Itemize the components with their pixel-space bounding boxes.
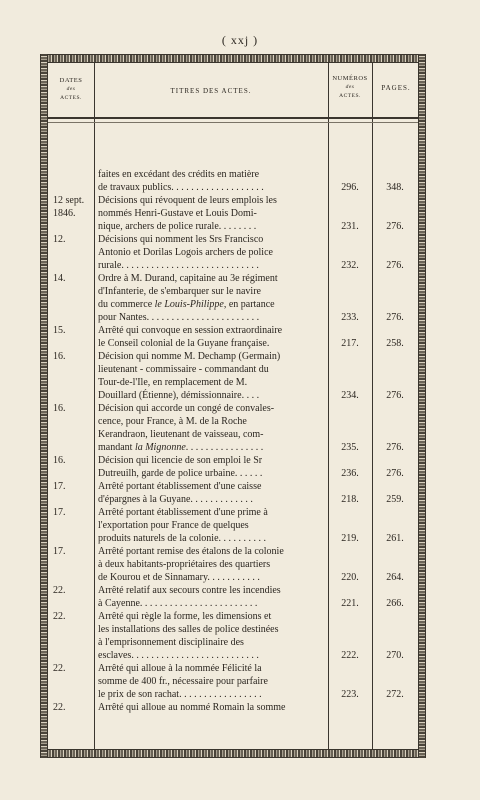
row-date [53, 480, 93, 493]
row-date-text: 17. [53, 507, 66, 518]
row-act-number: 231. [341, 221, 359, 232]
row-title [98, 324, 326, 350]
row-page-number: 276. [386, 390, 404, 401]
row-date [53, 701, 93, 714]
table-row [40, 584, 426, 610]
table-row [40, 662, 426, 701]
row-date-text: 22. [53, 702, 66, 713]
row-act-number: 217. [341, 338, 359, 349]
row-title-line: Arrêté qui convoque en session extraordinaire [98, 325, 283, 336]
row-title-line: pour Nantes. . . . . . . . . . . . . . . . . . . . . . . [98, 312, 260, 323]
row-date-year: 1846. [53, 208, 76, 219]
row-date-text: 16. [53, 351, 66, 362]
row-title-line: cence, pour France, à M. de la Roche [98, 416, 247, 427]
row-page-number: 264. [386, 572, 404, 583]
row-page-number: 266. [386, 598, 404, 609]
header-dates-des: des [66, 86, 76, 92]
row-date-text: 16. [53, 455, 66, 466]
row-title-line: à Cayenne. . . . . . . . . . . . . . . . . . . . . . . . [98, 598, 258, 609]
row-date [53, 402, 93, 415]
row-act-number: 233. [341, 312, 359, 323]
row-title-line: esclaves. . . . . . . . . . . . . . . . . . . . . . . . . . [98, 650, 259, 661]
table-row [40, 233, 426, 272]
top-border [40, 54, 426, 63]
row-page-number: 259. [386, 494, 404, 505]
row-act-number: 218. [341, 494, 359, 505]
table-body [40, 168, 426, 714]
row-date [53, 545, 93, 558]
row-title-line: à deux habitants-propriétaires des quartiers [98, 559, 271, 570]
header-rule [48, 122, 418, 123]
table-row [40, 168, 426, 194]
row-title-line: Antonio et Dorilas Logois archers de police [98, 247, 273, 258]
row-title-line: Arrêté qui règle la forme, les dimensions et [98, 611, 272, 622]
row-title-line: Tour-de-l'Ile, en remplacement de M. [98, 377, 248, 388]
row-title [98, 194, 326, 233]
table-row [40, 194, 426, 233]
row-act-number: 236. [341, 468, 359, 479]
row-title-line: Décisions qui révoquent de leurs emplois les [98, 195, 277, 206]
row-title-line: Décision qui nomme M. Dechamp (Germain) [98, 351, 281, 362]
row-title [98, 272, 326, 324]
row-date [53, 272, 93, 285]
row-title-line: Arrêté qui alloue au nommé Romain la somme [98, 702, 286, 713]
header-numeros [330, 74, 370, 101]
row-title-line: Arrêté portant établissement d'une caisse [98, 481, 262, 492]
table-row [40, 480, 426, 506]
row-date [53, 610, 93, 623]
ship-name: le Louis-Philippe [154, 299, 224, 310]
row-title-line: rurale. . . . . . . . . . . . . . . . . . . . . . . . . . . . [98, 260, 259, 271]
bottom-border [40, 749, 426, 758]
row-title-line: nommés Henri-Gustave et Louis Domi- [98, 208, 257, 219]
row-title-line: de Kourou et de Sinnamary. . . . . . . . . . . [98, 572, 260, 583]
table-row [40, 272, 426, 324]
row-title [98, 662, 326, 701]
header-dates-actes: ACTES. [60, 95, 82, 101]
row-title [98, 701, 326, 714]
row-title-line: d'Infanterie, de s'embarquer sur le navire [98, 286, 261, 297]
row-page-number: 348. [386, 182, 404, 193]
row-title-line: faites en excédant des crédits en matière [98, 169, 260, 180]
row-act-number: 222. [341, 650, 359, 661]
row-page-number: 276. [386, 221, 404, 232]
row-date-text: 12 sept. [53, 195, 85, 206]
row-title-line: le prix de son rachat. . . . . . . . . . . . . . . . . [98, 689, 262, 700]
row-act-number: 223. [341, 689, 359, 700]
row-title [98, 350, 326, 402]
header-numeros-des: des [345, 84, 355, 90]
page-number: ( xxj ) [221, 33, 259, 47]
row-page-number: 261. [386, 533, 404, 544]
table-row [40, 701, 426, 714]
row-title [98, 584, 326, 610]
row-date [53, 194, 93, 220]
row-act-number: 221. [341, 598, 359, 609]
table-row [40, 506, 426, 545]
row-date [53, 350, 93, 363]
table-row [40, 610, 426, 662]
row-title [98, 454, 326, 480]
row-title-line: les installations des salles de police destinées [98, 624, 279, 635]
row-act-number: 220. [341, 572, 359, 583]
row-page-number: 258. [386, 338, 404, 349]
table-row [40, 324, 426, 350]
row-date-text: 16. [53, 403, 66, 414]
row-page-number: 276. [386, 442, 404, 453]
row-title-line: Décisions qui nomment les Srs Francisco [98, 234, 264, 245]
row-title-line: Ordre à M. Durand, capitaine au 3e régiment [98, 273, 278, 284]
table-row [40, 350, 426, 402]
table-row [40, 545, 426, 584]
row-title [98, 233, 326, 272]
row-title-line: produits naturels de la colonie. . . . . . . . . . [98, 533, 267, 544]
row-page-number: 276. [386, 260, 404, 271]
row-date [53, 662, 93, 675]
row-act-number: 219. [341, 533, 359, 544]
row-title-line: l'exportation pour France de quelques [98, 520, 249, 531]
row-date [53, 233, 93, 246]
table-frame [40, 54, 426, 758]
row-title-line: Douillard (Étienne), démissionnaire. . . . [98, 390, 260, 401]
table-row [40, 402, 426, 454]
row-title-line: du commerce le Louis-Philippe, en partance [98, 299, 275, 310]
ship-name: la Mignonne [134, 442, 186, 453]
row-title-line: Décision qui licencie de son emploi le Sr [98, 455, 263, 466]
row-act-number: 296. [341, 182, 359, 193]
row-date-text: 14. [53, 273, 66, 284]
table-row [40, 454, 426, 480]
row-title [98, 402, 326, 454]
row-title-line: Arrêté portant établissement d'une prime à [98, 507, 268, 518]
row-date [53, 454, 93, 467]
row-title-line: Arrêté qui alloue à la nommée Félicité la [98, 663, 262, 674]
row-date-text: 22. [53, 611, 66, 622]
header-titres: TITRES DES ACTES. [170, 87, 252, 95]
row-date-text: 17. [53, 546, 66, 557]
row-act-number: 235. [341, 442, 359, 453]
header-dates-label: DATES [59, 77, 83, 84]
row-title [98, 506, 326, 545]
row-act-number: 232. [341, 260, 359, 271]
row-title-line: somme de 400 fr., nécessaire pour parfaire [98, 676, 268, 687]
row-title-line: le Conseil colonial de la Guyane française. [98, 338, 270, 349]
row-title-line: Arrêté relatif aux secours contre les incendies [98, 585, 281, 596]
row-date [53, 506, 93, 519]
row-title-line: d'épargnes à la Guyane. . . . . . . . . . . . . [98, 494, 253, 505]
row-title [98, 480, 326, 506]
row-date [53, 584, 93, 597]
header-pages: PAGES. [381, 84, 411, 92]
row-title-line: mandant la Mignonne. . . . . . . . . . . . . . . . [98, 442, 264, 453]
row-date [53, 324, 93, 337]
row-title-line: de travaux publics. . . . . . . . . . . . . . . . . . . [98, 182, 264, 193]
row-title [98, 610, 326, 662]
row-title-line: nique, archers de police rurale. . . . . . . . [98, 221, 257, 232]
row-page-number: 276. [386, 468, 404, 479]
row-title-line: Kerandraon, lieutenant de vaisseau, com- [98, 429, 264, 440]
row-page-number: 270. [386, 650, 404, 661]
row-title-line: à l'emprisonnement disciplinaire des [98, 637, 244, 648]
row-date-text: 22. [53, 663, 66, 674]
row-act-number: 234. [341, 390, 359, 401]
row-page-number: 276. [386, 312, 404, 323]
row-title [98, 168, 326, 194]
header-dates [50, 76, 92, 103]
row-date-text: 15. [53, 325, 66, 336]
row-date-text: 17. [53, 481, 66, 492]
row-title-line: Dutreuilh, garde de police urbaine. . . . . . [98, 468, 263, 479]
row-title [98, 545, 326, 584]
header-numeros-label: NUMÉROS [332, 75, 368, 82]
row-title-line: lieutenant - commissaire - commandant du [98, 364, 269, 375]
header-rule [48, 117, 418, 119]
row-date-text: 22. [53, 585, 66, 596]
row-title-line: Arrêté portant remise des étalons de la colonie [98, 546, 284, 557]
row-date-text: 12. [53, 234, 66, 245]
row-page-number: 272. [386, 689, 404, 700]
row-title-line: Décision qui accorde un congé de convales- [98, 403, 275, 414]
header-numeros-actes: ACTES. [339, 93, 361, 99]
